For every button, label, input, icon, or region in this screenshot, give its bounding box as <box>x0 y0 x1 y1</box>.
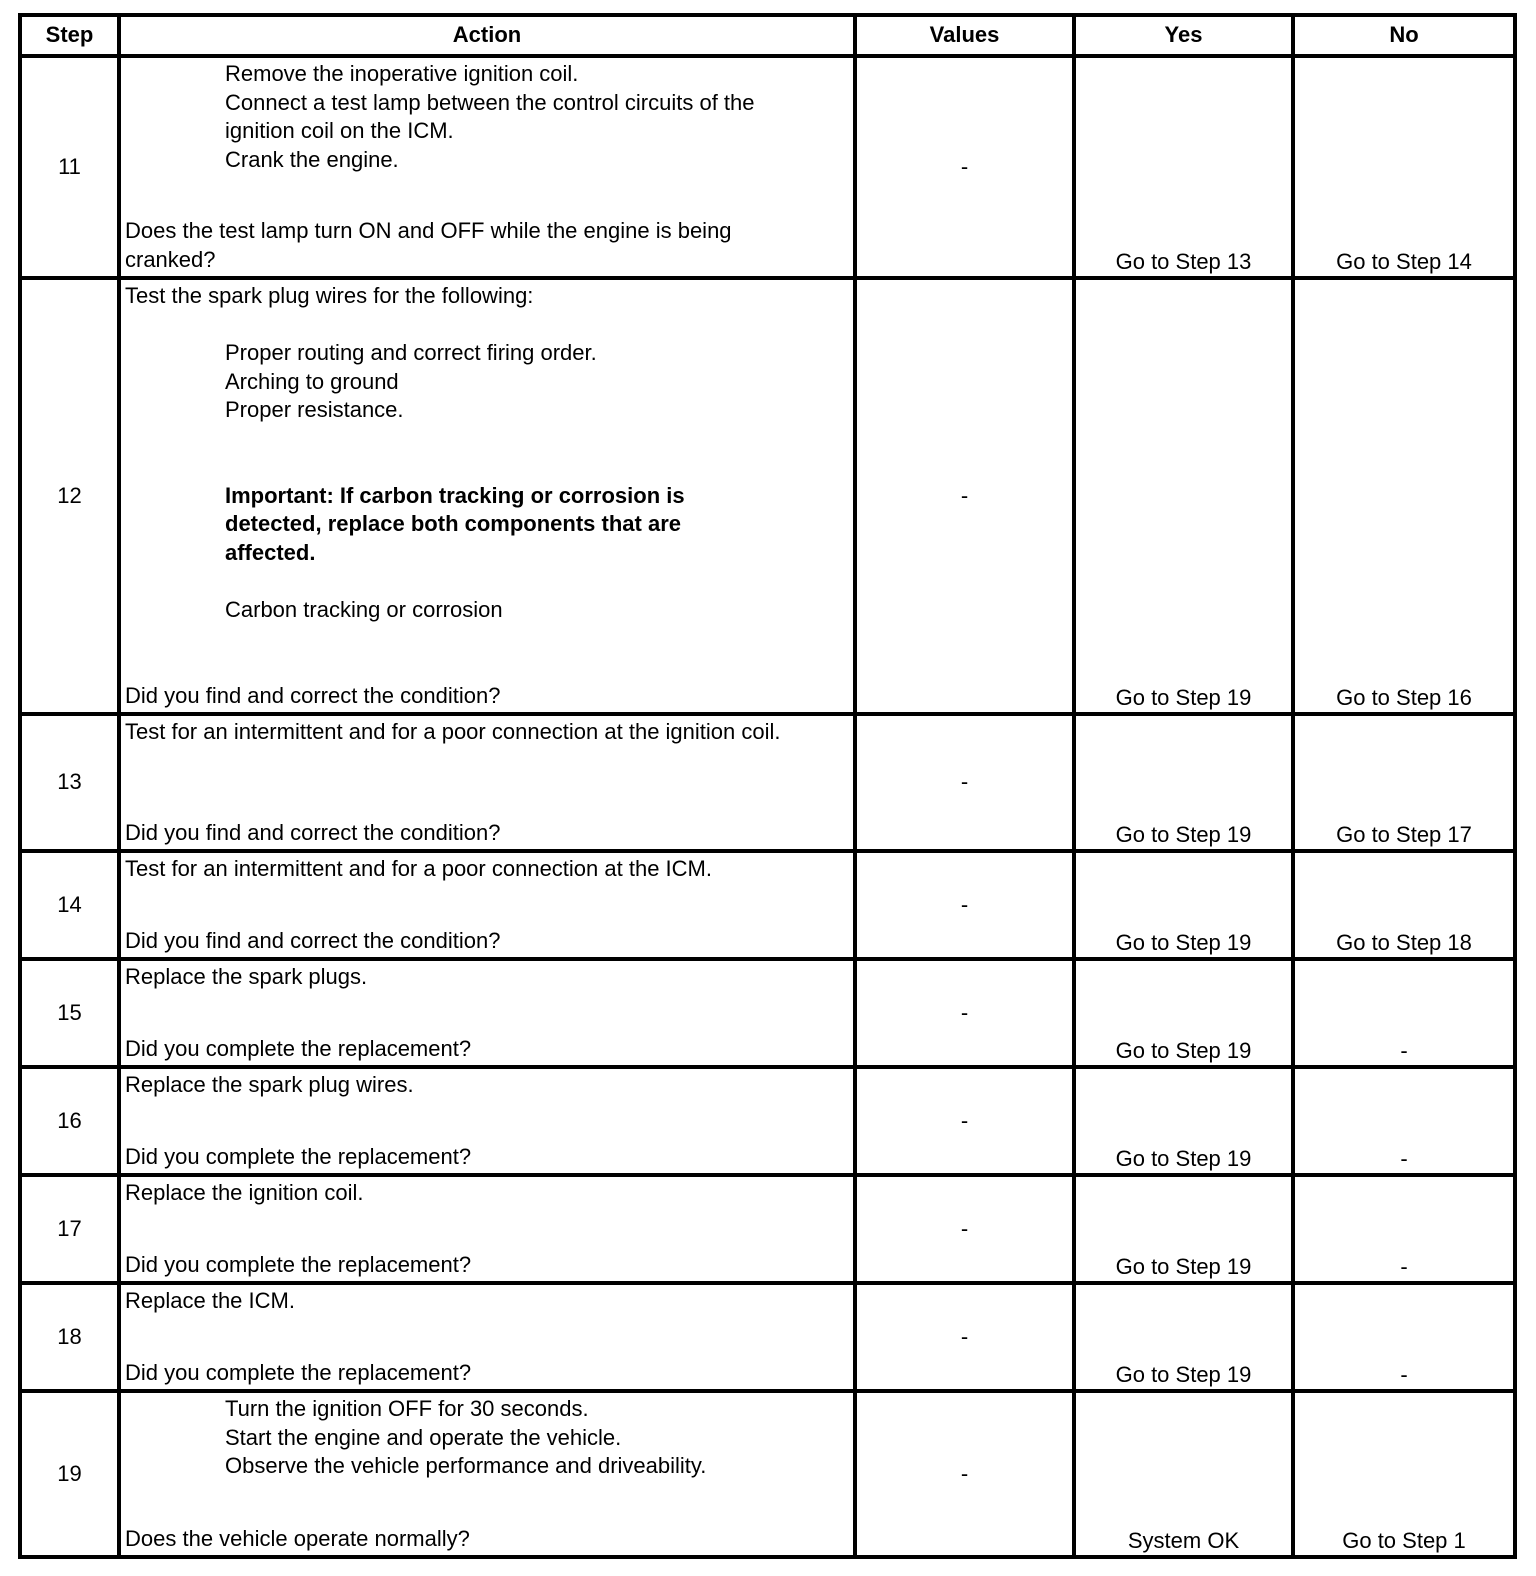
action-cell <box>119 1283 855 1391</box>
yes-cell: Go to Step 13 <box>1074 56 1293 278</box>
header-no: No <box>1293 15 1515 56</box>
action-intro: Replace the spark plug wires. <box>125 1072 414 1097</box>
action-cell <box>119 278 855 714</box>
action-question: Does the test lamp turn ON and OFF while the engine is being cranked? <box>125 218 732 272</box>
yes-cell: Go to Step 19 <box>1074 1175 1293 1283</box>
action-question: Did you complete the replacement? <box>125 1251 472 1277</box>
yes-cell: Go to Step 19 <box>1074 1067 1293 1175</box>
action-intro: Test the spark plug wires for the following: <box>125 283 534 308</box>
table-row <box>20 959 1515 1067</box>
action-line: Start the engine and operate the vehicle. <box>225 1424 622 1450</box>
action-intro: Test for an intermittent and for a poor connection at the ignition coil. <box>125 719 781 744</box>
yes-cell: Go to Step 19 <box>1074 959 1293 1067</box>
no-cell: - <box>1293 1067 1515 1175</box>
action-intro: Test for an intermittent and for a poor connection at the ICM. <box>125 856 712 881</box>
header-row <box>20 15 1515 56</box>
step-number: 13 <box>20 714 119 851</box>
table-row <box>20 1391 1515 1557</box>
header-values: Values <box>855 15 1074 56</box>
action-line: Carbon tracking or corrosion <box>225 596 503 622</box>
table-row <box>20 56 1515 278</box>
values-cell: - <box>855 714 1074 851</box>
table-row <box>20 278 1515 714</box>
no-cell: - <box>1293 959 1515 1067</box>
action-question: Did you complete the replacement? <box>125 1143 472 1169</box>
important-note: Important: If carbon tracking or corrosion is detected, replace both components that are affected. <box>225 482 685 565</box>
action-cell <box>119 1067 855 1175</box>
action-intro: Replace the ignition coil. <box>125 1180 364 1205</box>
action-cell <box>119 56 855 278</box>
step-number: 18 <box>20 1283 119 1391</box>
action-cell <box>119 1391 855 1557</box>
yes-cell: Go to Step 19 <box>1074 714 1293 851</box>
step-number: 15 <box>20 959 119 1067</box>
table-row <box>20 851 1515 959</box>
no-cell: Go to Step 18 <box>1293 851 1515 959</box>
no-cell: Go to Step 17 <box>1293 714 1515 851</box>
header-yes: Yes <box>1074 15 1293 56</box>
diagnostic-table <box>18 13 1517 1559</box>
values-cell: - <box>855 1067 1074 1175</box>
no-cell: Go to Step 16 <box>1293 278 1515 714</box>
action-line: Observe the vehicle performance and driveability. <box>225 1453 707 1478</box>
table-row <box>20 1067 1515 1175</box>
table-row <box>20 1283 1515 1391</box>
yes-cell: System OK <box>1074 1391 1293 1557</box>
values-cell: - <box>855 1283 1074 1391</box>
action-question: Did you complete the replacement? <box>125 1035 472 1061</box>
action-question: Did you find and correct the condition? <box>125 927 501 953</box>
yes-cell: Go to Step 19 <box>1074 278 1293 714</box>
no-cell: - <box>1293 1283 1515 1391</box>
values-cell: - <box>855 1175 1074 1283</box>
no-cell: Go to Step 1 <box>1293 1391 1515 1557</box>
step-number: 16 <box>20 1067 119 1175</box>
table-row <box>20 714 1515 851</box>
action-cell <box>119 714 855 851</box>
step-number: 11 <box>20 56 119 278</box>
header-step: Step <box>20 15 119 56</box>
values-cell: - <box>855 56 1074 278</box>
yes-cell: Go to Step 19 <box>1074 851 1293 959</box>
step-number: 14 <box>20 851 119 959</box>
action-line: Arching to ground <box>225 368 399 394</box>
action-cell <box>119 851 855 959</box>
step-number: 19 <box>20 1391 119 1557</box>
action-question: Did you find and correct the condition? <box>125 682 501 708</box>
action-line: Crank the engine. <box>225 146 399 172</box>
no-cell: Go to Step 14 <box>1293 56 1515 278</box>
no-cell: - <box>1293 1175 1515 1283</box>
step-number: 12 <box>20 278 119 714</box>
action-question: Does the vehicle operate normally? <box>125 1525 470 1551</box>
table-row <box>20 1175 1515 1283</box>
values-cell: - <box>855 959 1074 1067</box>
step-number: 17 <box>20 1175 119 1283</box>
action-line: ignition coil on the ICM. <box>225 118 454 143</box>
action-line: Remove the inoperative ignition coil. <box>225 61 579 86</box>
action-line: Turn the ignition OFF for 30 seconds. <box>225 1396 589 1421</box>
values-cell: - <box>855 278 1074 714</box>
action-cell <box>119 959 855 1067</box>
action-question: Did you complete the replacement? <box>125 1359 472 1385</box>
header-action: Action <box>119 15 855 56</box>
action-intro: Replace the ICM. <box>125 1288 295 1313</box>
action-line: Connect a test lamp between the control circuits of the <box>225 89 755 115</box>
yes-cell: Go to Step 19 <box>1074 1283 1293 1391</box>
values-cell: - <box>855 851 1074 959</box>
action-cell <box>119 1175 855 1283</box>
action-line: Proper routing and correct firing order. <box>225 340 597 365</box>
action-question: Did you find and correct the condition? <box>125 819 501 845</box>
action-line: Proper resistance. <box>225 397 404 422</box>
action-intro: Replace the spark plugs. <box>125 964 368 989</box>
values-cell: - <box>855 1391 1074 1557</box>
